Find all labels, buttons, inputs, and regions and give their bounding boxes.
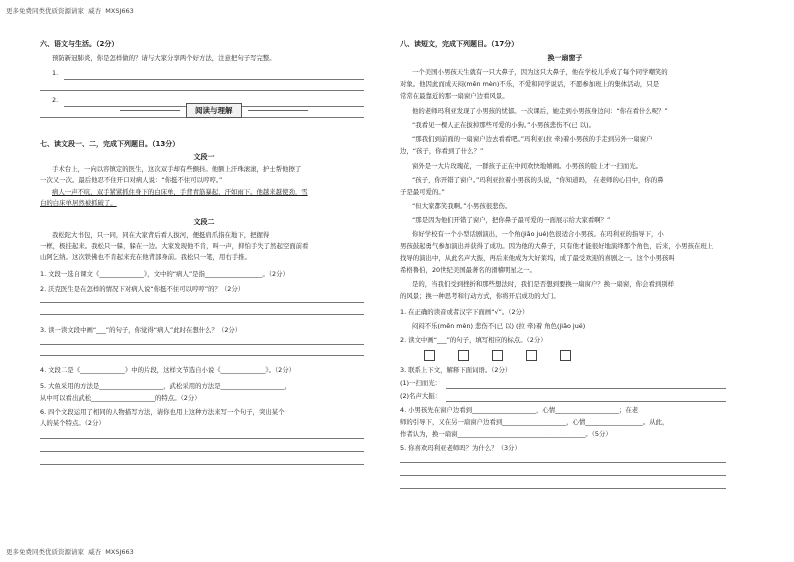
section-6-title: 六、语文与生活。（2分）: [40, 40, 119, 48]
q3b-answer-line[interactable]: [446, 401, 726, 402]
passage-1-underlined: 病人一声不吭，双手紧紧抓住身下的白床单，手背青筋暴起，汗如雨下。他越来越使劲，雪: [52, 188, 308, 196]
passage-1-title: 文段一: [193, 153, 215, 161]
question-3: 3. 联系上下文，解释下面词语。（2分）: [400, 366, 512, 374]
q5-answer-line[interactable]: [400, 475, 726, 476]
question-4-cont: 师的引导下，又在另一扇窗户边看到____________________，心情__________________。从此，: [400, 418, 669, 426]
story-line: 你好学校有一个小型话剧演出，一个角(jiǎo jué)色很适合小男孩。在玛利亚的指导下，小: [412, 230, 664, 238]
passage-1-line: 手术台上，一向以容镇定的医生，这次双手却有些颤抖。他额上汗珠滚滚，护士帮他擦了: [52, 165, 302, 173]
answer-line-2-label: 2.: [52, 96, 59, 104]
passage-2-line: 我松陀大书包，只一同，同在大家背后看人拔河，便挺肩爪指在地下，把握得: [52, 231, 270, 239]
story-line: 是的，当我们受到挫折和那些想法时，我们是否想到要换一扇窗户？换一扇窗，你会看到别样: [412, 280, 675, 288]
q1-choices: 闷闷不乐(mēn mèn) 悲伤不(已 以) (拉 牵)着 角色(jiǎo jué): [412, 322, 586, 330]
passage-2-line: 一框，极挂起来。我松只一躲，躲在一边。大家发现他不肯，叫一声，抑怕手失了然起空面前看: [40, 242, 309, 250]
question-1: 1. 文段一选自课文《______________》，文中的“病人”是指__________________。（2分）: [40, 270, 289, 278]
banner-rule-left: [120, 110, 180, 111]
answer-line-1-label: 1.: [52, 69, 59, 77]
question-2: 2. 读文中画“___”的句子，填写相应的标点。（2分）: [400, 336, 547, 344]
q5-answer-line[interactable]: [400, 488, 726, 489]
question-2: 2. 沃克医生是在怎样的情况下对病人说“你挺不住可以哼哼”的？（2分）: [40, 285, 245, 293]
story-line: 子是最可爱的。”: [400, 188, 445, 196]
story-line: 边，“孩子，你看到了什么？”: [400, 147, 484, 155]
story-line: “那是因为他们开错了窗户，把你鼻子最可爱的一面展示给大家看啊？”: [412, 216, 611, 224]
q2-answer-line[interactable]: [40, 302, 364, 303]
punctuation-box[interactable]: [560, 350, 571, 361]
story-line: 一个美国小男孩天生就有一只大鼻子，因为这只大鼻子，他在学校儿乎成了每个同学嘲笑的: [412, 68, 668, 76]
section-7-title: 七、读文段一、二，完成下列题目。（13分）: [40, 140, 180, 148]
question-4: 4. 小男孩先在窗户边看到____________________，心情____________________；在老: [400, 406, 639, 414]
punctuation-box[interactable]: [492, 350, 503, 361]
passage-2-title: 文段二: [193, 218, 215, 226]
section-6-prompt: 预防新冠肺炎，你是怎样做的？请与大家分享两个好方法，注意把句子写完整。: [52, 54, 276, 62]
question-5: 5. 大鱼采用的方法是____________________，武松采用的方法是____________________，: [40, 382, 291, 390]
question-3: 3. 读一读文段中画“___”的句子，你觉得“病人”此时在想什么？（2分）: [40, 326, 242, 334]
question-4: 4. 文段二是《______________》中的片段，这样文节选自小说《______________》。（2分）: [40, 366, 296, 374]
punctuation-box[interactable]: [424, 350, 435, 361]
section-8-title: 八、读短文，完成下列题目。（17分）: [400, 40, 519, 48]
story-line: “我看见一棵人正在拔掉那些可爱的小狗。”小男孩悲伤不(已 以)。: [412, 121, 595, 129]
answer-line-1[interactable]: [64, 79, 364, 80]
story-line: 他的老师玛利亚发现了小男孩的忧郁。一次课后，她走到小男孩身边问：“你在看什么呢？”: [412, 107, 668, 115]
question-5: 5. 你喜欢玛利亚老师吗？为什么？（3分）: [400, 444, 521, 452]
answer-line-1b[interactable]: [40, 90, 364, 91]
q3-item-b: (2)名声大振：: [400, 392, 442, 400]
banner-rule-right: [248, 110, 308, 111]
punctuation-boxes: [424, 350, 571, 361]
passage-2-line: 山阿乞纳。这次铁佛也不肯起来充在他背部身前。我松只一笔，用右手推。: [40, 253, 251, 261]
question-6-cont: 人的某个特点。（2分）: [40, 419, 105, 427]
story-line: “但大家都笑我啊。”小男孩很悲伤。: [412, 202, 512, 210]
story-line: 希格鲁伯，20世纪美国最著名的滑稽明星之一。: [400, 266, 536, 274]
q6-answer-line[interactable]: [40, 451, 364, 452]
story-line: 的风景；换一种思考和行动方式，你将开启成功的大门。: [400, 292, 560, 300]
q6-answer-line[interactable]: [40, 438, 364, 439]
story-line: 找导的演出中，从此名声大振，再后来他成为大好莱坞，成了最受欢迎的喜剧之一。这个小男孩叫: [400, 254, 675, 262]
q3-item-a: (1)一扫而光：: [400, 379, 442, 387]
punctuation-box[interactable]: [458, 350, 469, 361]
punctuation-box[interactable]: [526, 350, 537, 361]
story-line: 常常在最靠近的那一扇窗户边看风景。: [400, 92, 509, 100]
question-5-cont: 从中可以看出武松____________________的特点。（2分）: [40, 394, 201, 402]
q5-answer-line[interactable]: [400, 462, 726, 463]
passage-1-line: 一次又一次。最后他忍不住开口对病人说：“你挺不住可以哼哼。”: [40, 176, 223, 184]
question-1: 1. 在正确的读音或者汉字下面画“√”。（2分）: [400, 308, 529, 316]
page-footer: 更多免费同类优质资源请家 威杏 MXSJ663: [6, 548, 134, 556]
page-header: 更多免费同类优质资源请家 威杏 MXSJ663: [6, 7, 134, 15]
story-line: 男孩鼓起勇气参加演出并获得了成功。因为他的大鼻子，只有他才能很好地演绎那个角色，后来，小男孩在班上: [400, 242, 714, 250]
banner-title: 阅读与理解: [186, 103, 242, 118]
story-line: 对象。他因此而成天闷(mēn mèn)不乐，不爱和同学说话，不愿参加班上的集体活动，只是: [400, 80, 660, 88]
story-title: 换一扇窗子: [547, 54, 583, 62]
question-4-cont: 作者认为，换一扇窗________________________________________。（5分）: [400, 430, 612, 438]
story-line: “孩子，你开错了窗户。”玛利亚拉着小男孩的头说，“你知道吗， 在老师的心目中，你的鼻: [412, 176, 664, 184]
story-line: 窗外是一大片玫瑰花，一群孩子正在中间欢快地嬉闹。小男孩的脸上才一扫而光。: [412, 162, 643, 170]
q6-answer-line[interactable]: [40, 464, 364, 465]
story-line: “那我们到前面的一扇窗户边去看看吧。”玛利亚(拉 牵)着小男孩的手走到另外一扇窗户: [412, 135, 653, 143]
q3a-answer-line[interactable]: [446, 388, 726, 389]
question-6: 6. 四个文段运用了相同的人物描写方法，请你也用上这种方法来写一个句子，突出某个: [40, 408, 285, 416]
reading-banner: [120, 102, 308, 118]
q3-answer-line[interactable]: [40, 355, 364, 356]
q2-answer-line[interactable]: [40, 314, 364, 315]
passage-1-underlined: 白的白床单居然被抓破了。: [40, 199, 117, 207]
q3-answer-line[interactable]: [40, 344, 364, 345]
